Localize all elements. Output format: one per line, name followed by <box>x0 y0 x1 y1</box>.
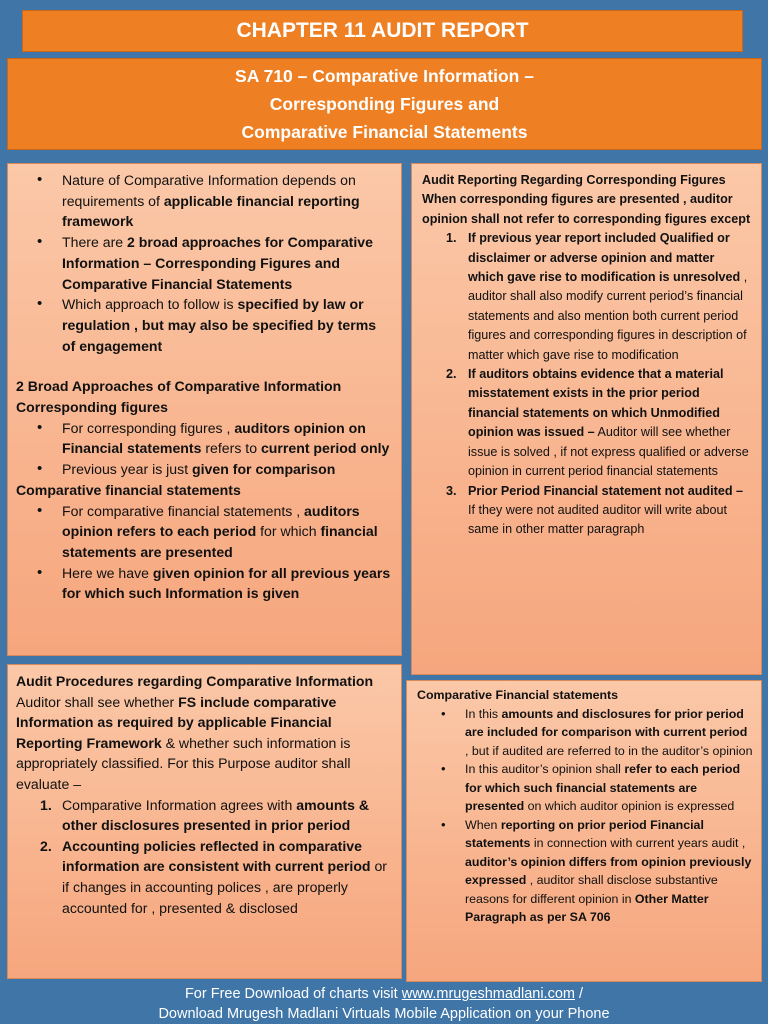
footer-line-1: For Free Download of charts visit www.mrugeshmadlani.com / <box>184 986 584 1002</box>
intro-text: When corresponding figures are presented , auditor opinion shall not refer to corresponding figures except <box>422 192 751 226</box>
subtitle-line-3: Comparative Financial Statements <box>241 122 528 142</box>
section-heading: Comparative Financial statements <box>417 688 619 702</box>
section-heading: Audit Reporting Regarding Corresponding Figures <box>422 173 726 187</box>
subsection-heading: Comparative financial statements <box>16 481 241 498</box>
audit-procedures-panel <box>7 664 402 979</box>
list-item: 2. Accounting policies reflected in comparative information are consistent with current period or if changes in accounting polices , are properly accounted for , presented & disclosed <box>40 837 387 916</box>
chapter-title: CHAPTER 11 AUDIT REPORT <box>22 10 743 52</box>
nature-list <box>16 170 393 356</box>
footer <box>0 984 768 1024</box>
list-item: • There are 2 broad approaches for Comparative Information – Corresponding Figures and Comparative Financial Statements <box>16 232 393 294</box>
corresponding-figures-list <box>16 418 393 480</box>
list-item: • For comparative financial statements , auditors opinion refers to each period for which financial statements are presented <box>16 501 393 563</box>
evaluation-list <box>16 795 393 919</box>
list-item: • In this amounts and disclosures for prior period are included for comparison with current period , but if audited are referred to in the auditor’s opinion <box>417 705 753 761</box>
list-item: • Nature of Comparative Information depends on requirements of applicable financial reporting framework <box>16 170 393 232</box>
subsection-heading: Corresponding figures <box>16 399 168 416</box>
comparative-fs-list <box>417 705 753 927</box>
comparative-statements-list <box>16 501 393 605</box>
list-item: • Which approach to follow is specified by law or regulation , but may also be specified by terms of engagement <box>16 294 393 356</box>
list-item: 3. Prior Period Financial statement not audited – If they were not audited auditor will write about same in other matter paragraph <box>446 483 744 537</box>
website-link[interactable]: www.mrugeshmadlani.com <box>401 986 575 1002</box>
list-item: 2. If auditors obtains evidence that a material misstatement exists in the prior period financial statements on which Unmodified opinion was issued – Auditor will see whether issue is solved , if not express qualified or adverse opinion in current period financial statements <box>446 367 749 479</box>
section-heading: 2 Broad Approaches of Comparative Information <box>16 378 342 395</box>
footer-line-2: Download Mrugesh Madlani Virtuals Mobile Application on your Phone <box>158 1006 610 1022</box>
list-item: • In this auditor’s opinion shall refer to each period for which such financial statements are presented on which auditor opinion is expressed <box>417 760 753 816</box>
procedures-text: Auditor shall see whether FS include comparative Information as required by applicable Financial Reporting Framework & whether such information is appropriately classified. For this Purpose auditor shall evaluate – <box>16 693 351 792</box>
list-item: 1. Comparative Information agrees with amounts & other disclosures presented in prior period <box>40 796 370 834</box>
section-heading: Audit Procedures regarding Comparative Information <box>16 673 374 689</box>
subtitle-line-1: SA 710 – Comparative Information – <box>235 66 534 86</box>
corresponding-figures-reporting-panel <box>411 163 762 675</box>
list-item: • For corresponding figures , auditors opinion on Financial statements refers to current period only <box>16 418 393 459</box>
subtitle-line-2: Corresponding Figures and <box>269 94 500 114</box>
list-item: 1. If previous year report included Qualified or disclaimer or adverse opinion and matter which gave rise to modification is unresolved , auditor shall also modify current period’s financial statements and also mention both current period figures and corresponding figures in description of matter which gave rise to modification <box>446 231 748 362</box>
list-item: • Here we have given opinion for all previous years for which such Information is given <box>16 563 393 604</box>
list-item: • Previous year is just given for comparison <box>16 459 393 480</box>
list-item: • When reporting on prior period Financial statements in connection with current years audit , auditor’s opinion differs from opinion previously expressed , auditor shall disclose substantive reasons for different opinion in Other Matter Paragraph as per SA 706 <box>417 816 753 927</box>
comparative-financial-statements-panel <box>406 680 762 982</box>
exceptions-list <box>422 229 753 540</box>
subtitle-banner <box>7 58 762 150</box>
comparative-information-panel <box>7 163 402 656</box>
